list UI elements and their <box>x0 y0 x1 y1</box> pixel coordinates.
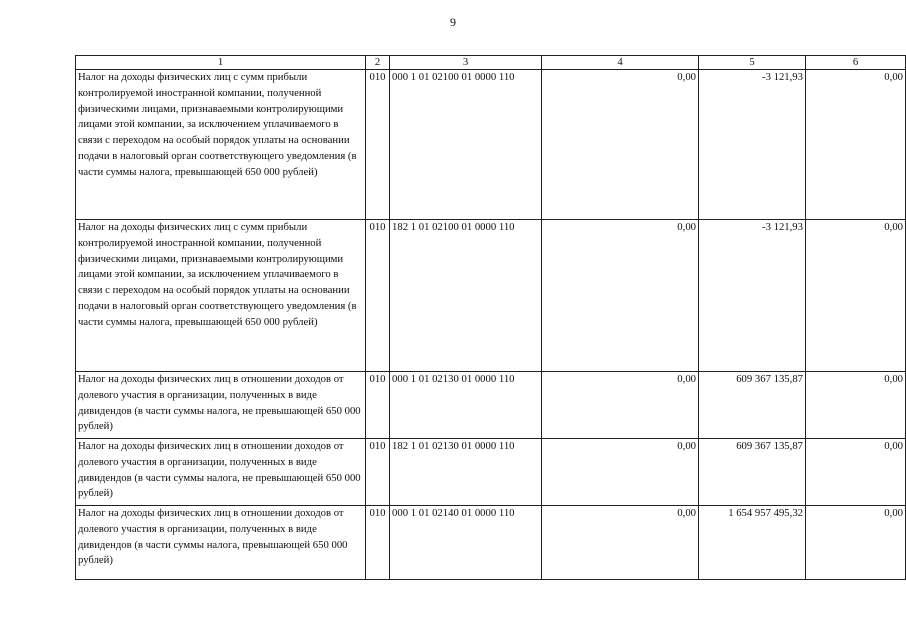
row-col4-cell: 0,00 <box>542 439 699 506</box>
row-col6-cell: 0,00 <box>806 506 906 580</box>
table-row <box>76 372 906 439</box>
row-budget-code-cell: 182 1 01 02130 01 0000 110 <box>390 439 542 506</box>
row-col5-cell: -3 121,93 <box>699 220 806 372</box>
row-col6-cell: 0,00 <box>806 220 906 372</box>
row-col6-cell: 0,00 <box>806 70 906 220</box>
row-budget-code-cell: 182 1 01 02100 01 0000 110 <box>390 220 542 372</box>
row-line-code-cell: 010 <box>366 70 390 220</box>
row-name-cell: Налог на доходы физических лиц в отношении доходов от долевого участия в организации, полученных в виде дивидендов (в части суммы налога, превышающей 650 000 рублей) <box>76 506 366 580</box>
page-number: 9 <box>450 15 456 29</box>
row-col5-cell: -3 121,93 <box>699 70 806 220</box>
table-row <box>76 439 906 506</box>
report-table <box>75 55 906 580</box>
row-col4-cell: 0,00 <box>542 70 699 220</box>
column-header-6: 6 <box>806 56 906 70</box>
table-row <box>76 220 906 372</box>
row-name-cell: Налог на доходы физических лиц в отношении доходов от долевого участия в организации, полученных в виде дивидендов (в части суммы налога, не превышающей 650 000 рублей) <box>76 372 366 439</box>
row-col5-cell: 1 654 957 495,32 <box>699 506 806 580</box>
row-line-code-cell: 010 <box>366 220 390 372</box>
row-name-cell: Налог на доходы физических лиц в отношении доходов от долевого участия в организации, полученных в виде дивидендов (в части суммы налога, не превышающей 650 000 рублей) <box>76 439 366 506</box>
row-line-code-cell: 010 <box>366 506 390 580</box>
row-col5-cell: 609 367 135,87 <box>699 439 806 506</box>
table-row <box>76 506 906 580</box>
row-name-cell: Налог на доходы физических лиц с сумм прибыли контролируемой иностранной компании, полученной физическими лицами, признаваемыми контролирующими лицами этой компании, за исключением уплачиваемого в связи с переходом на особый порядок уплаты на основании подачи в налоговый орган соответствующего уведомления (в части суммы налога, превышающей 650 000 рублей) <box>76 70 366 220</box>
row-budget-code-cell: 000 1 01 02100 01 0000 110 <box>390 70 542 220</box>
row-col6-cell: 0,00 <box>806 439 906 506</box>
row-name-cell: Налог на доходы физических лиц с сумм прибыли контролируемой иностранной компании, полученной физическими лицами, признаваемыми контролирующими лицами этой компании, за исключением уплачиваемого в связи с переходом на особый порядок уплаты на основании подачи в налоговый орган соответствующего уведомления (в части суммы налога, превышающей 650 000 рублей) <box>76 220 366 372</box>
row-col6-cell: 0,00 <box>806 372 906 439</box>
row-col4-cell: 0,00 <box>542 506 699 580</box>
row-col4-cell: 0,00 <box>542 220 699 372</box>
column-header-2: 2 <box>366 56 390 70</box>
row-col4-cell: 0,00 <box>542 372 699 439</box>
column-header-3: 3 <box>390 56 542 70</box>
row-budget-code-cell: 000 1 01 02140 01 0000 110 <box>390 506 542 580</box>
column-header-4: 4 <box>542 56 699 70</box>
table-header-row <box>76 56 906 70</box>
row-col5-cell: 609 367 135,87 <box>699 372 806 439</box>
row-line-code-cell: 010 <box>366 439 390 506</box>
row-line-code-cell: 010 <box>366 372 390 439</box>
table-row <box>76 70 906 220</box>
row-budget-code-cell: 000 1 01 02130 01 0000 110 <box>390 372 542 439</box>
column-header-5: 5 <box>699 56 806 70</box>
column-header-1: 1 <box>76 56 366 70</box>
